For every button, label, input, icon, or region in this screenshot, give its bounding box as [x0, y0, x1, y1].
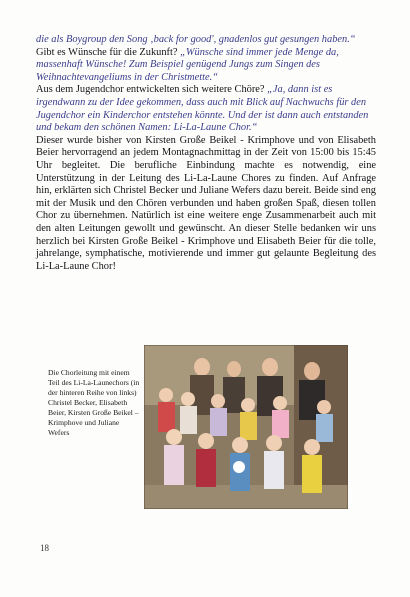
paragraph-leadership: Dieser wurde bisher von Kirsten Große Beikel - Krimphove und von Elisabeth Beier hervorragend an jedem Montagnachmittag in der Zeit von 15:00 bis 15:45 Uhr begleitet. Die berufliche Einbindung machte es notwendig, eine Unterstützung in der Leitung des Li-La-Laune Chores zu finden. Auf Anfrage hin, erklärten sich Christel Becker und Juliane Wefers dazu bereit. Beide sind eng mit der Musik und den Chören verbunden und haben großen Spaß, diesen tollen Chor zu übernehmen. Natürlich ist eine weitere enge Zusammenarbeit auch mit den alten Leitungen gewollt und gewünscht. An dieser Stelle bedanken wir uns herzlich bei Kirsten Große Beikel - Krimphove und Elisabeth Beier für die tolle, jahrelange, symphatische, motivierende und immer gut gelaunte Begleitung des Li-La-Laune Chor!: [36, 134, 376, 272]
paragraph-boygroup: die als Boygroup den Song ‚back for good', gnadenlos gut gesungen haben.“: [36, 34, 356, 45]
paragraph-choirs: [36, 84, 376, 134]
photo-caption: Die Chorleitung mit einem Teil des Li-La-Launechors (in der hinteren Reihe von links) Christel Becker, Elisabeth Beier, Kirsten Große Beikel – Krimphove und Juliane Wefers: [48, 368, 140, 437]
choir-photo: [144, 345, 348, 509]
answer-choirs: „Ja, dann ist es irgendwann zu der Idee gekommen, dass auch mit Blick auf Nachwuchs für den Jugendchor ein Kinderchor entstehen könnte. Und der ist dann auch entstanden und bekam den schönen Namen: Li-La-Laune Chor.“: [36, 84, 369, 134]
page-number: 18: [40, 543, 49, 553]
article-body: [36, 34, 376, 273]
answer-wishes: „Wünsche sind immer jede Menge da, massenhaft Wünsche! Zum Beispiel genügend Jungs zum Singen des Weihnachtevangeliums in der Christmette.“: [36, 46, 339, 83]
question-wishes: Gibt es Wünsche für die Zukunft?: [36, 46, 181, 58]
paragraph-wishes: [36, 47, 376, 85]
question-choirs: Aus dem Jugendchor entwickelten sich weitere Chöre?: [36, 84, 268, 96]
